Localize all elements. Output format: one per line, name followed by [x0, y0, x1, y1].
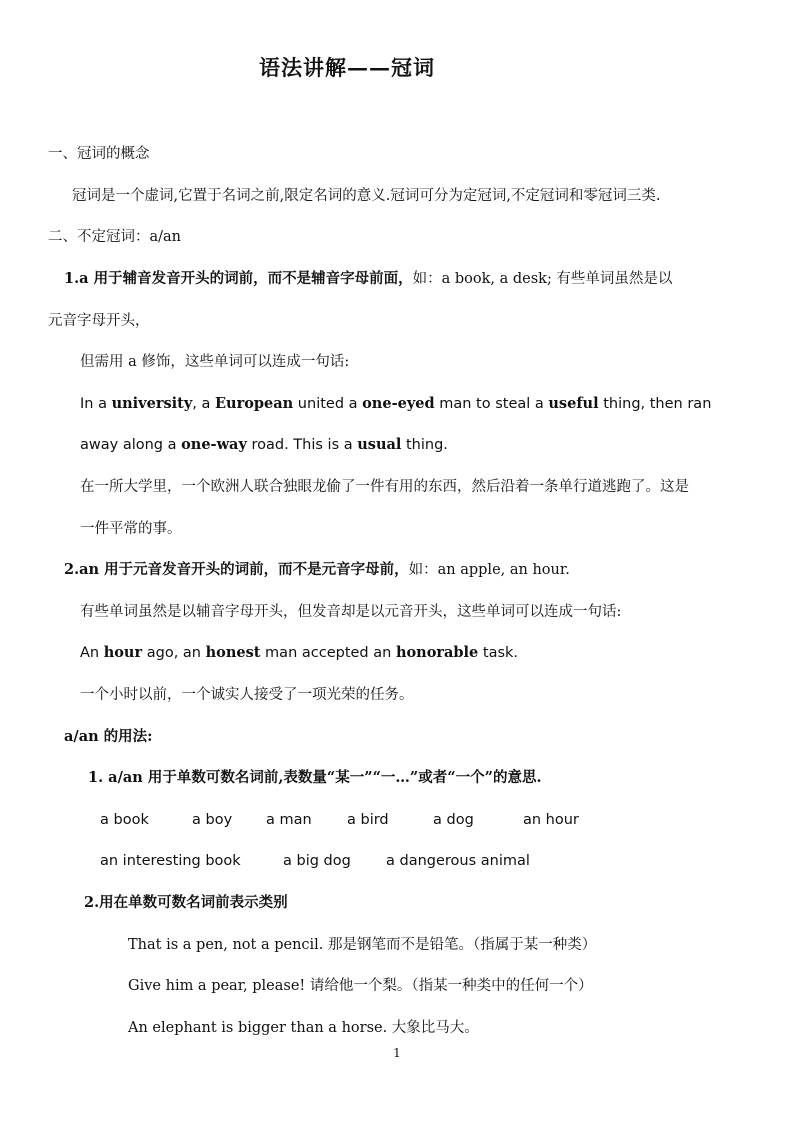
example-word: a bird — [347, 812, 389, 828]
highlight-word: university — [111, 395, 193, 412]
example-word: a dangerous animal — [386, 853, 530, 869]
point-1-continuation: 元音字母开头， — [48, 313, 150, 329]
point-2-example: 如：an apple, an hour. — [408, 562, 570, 578]
example-word: a dog — [433, 812, 474, 828]
sentence-fragment: ago, an — [142, 645, 206, 661]
sentence-fragment: thing. — [401, 437, 448, 453]
sentence-fragment: , a — [192, 396, 215, 412]
point-2-note: 有些单词虽然是以辅音字母开头，但发音却是以元音开头，这些单词可以连成一句话: — [80, 604, 622, 620]
section-1-heading: 一、冠词的概念 — [48, 146, 150, 162]
usage-1-lead: 1. a/an 用于单数可数名词前,表数量“某一”“一…”或者“一个”的意思. — [88, 769, 542, 786]
sentence-fragment: road. This is a — [246, 437, 358, 453]
translation-1a: 在一所大学里，一个欧洲人联合独眼龙偷了一件有用的东西，然后沿着一条单行道逃跑了。这是 — [80, 479, 689, 495]
example-word: a man — [266, 812, 312, 828]
sentence-fragment: task. — [478, 645, 519, 661]
page-title: 语法讲解——冠词 — [259, 55, 435, 80]
sentence-fragment: away along a — [80, 437, 182, 453]
usage-2-example-3: An elephant is bigger than a horse. 大象比马大。 — [128, 1020, 479, 1036]
point-2-lead: 2.an 用于元音发音开头的词前，而不是元音字母前， — [64, 561, 409, 578]
highlight-word: honorable — [395, 644, 479, 661]
highlight-word: European — [214, 395, 294, 412]
example-sentence-1b — [80, 435, 448, 455]
sentence-fragment: thing, then ran — [598, 396, 712, 412]
translation-2: 一个小时以前，一个诚实人接受了一项光荣的任务。 — [80, 687, 414, 703]
highlight-word: hour — [103, 644, 143, 661]
highlight-word: usual — [357, 436, 402, 453]
sentence-fragment: man accepted an — [260, 645, 396, 661]
section-2-heading: 二、不定冠词：a/an — [48, 229, 182, 245]
point-2-line — [64, 560, 570, 580]
example-word: an interesting book — [100, 853, 241, 869]
sentence-fragment: In a — [80, 396, 112, 412]
example-word: a book — [100, 812, 149, 828]
highlight-word: one-way — [181, 436, 247, 453]
point-1-example: 如：a book, a desk; 有些单词虽然是以 — [412, 271, 673, 287]
example-sentence-2 — [80, 643, 518, 663]
point-1-lead: 1.a 用于辅音发音开头的词前，而不是辅音字母前面， — [64, 270, 413, 287]
sentence-fragment: An — [80, 645, 104, 661]
translation-1b: 一件平常的事。 — [80, 521, 182, 537]
highlight-word: useful — [548, 395, 599, 412]
usage-heading: a/an 的用法: — [64, 728, 153, 745]
highlight-word: honest — [205, 644, 261, 661]
example-word: an hour — [523, 812, 579, 828]
highlight-word: one-eyed — [362, 395, 435, 412]
page-number: 1 — [393, 1046, 401, 1060]
section-1-body: 冠词是一个虚词,它置于名词之前,限定名词的意义.冠词可分为定冠词,不定冠词和零冠词三类. — [72, 188, 661, 204]
sentence-fragment: united a — [293, 396, 363, 412]
point-1-note: 但需用 a 修饰，这些单词可以连成一句话: — [80, 354, 350, 370]
usage-2-lead: 2.用在单数可数名词前表示类别 — [84, 894, 288, 911]
example-word: a boy — [192, 812, 233, 828]
example-sentence-1a — [80, 394, 711, 414]
example-word: a big dog — [283, 853, 351, 869]
point-1-line — [64, 269, 672, 289]
usage-2-example-2: Give him a pear, please! 请给他一个梨。（指某一种类中的任何一个） — [128, 978, 593, 994]
usage-2-example-1: That is a pen, not a pencil. 那是钢笔而不是铅笔。（指属于某一种类） — [128, 937, 597, 953]
sentence-fragment: man to steal a — [434, 396, 549, 412]
